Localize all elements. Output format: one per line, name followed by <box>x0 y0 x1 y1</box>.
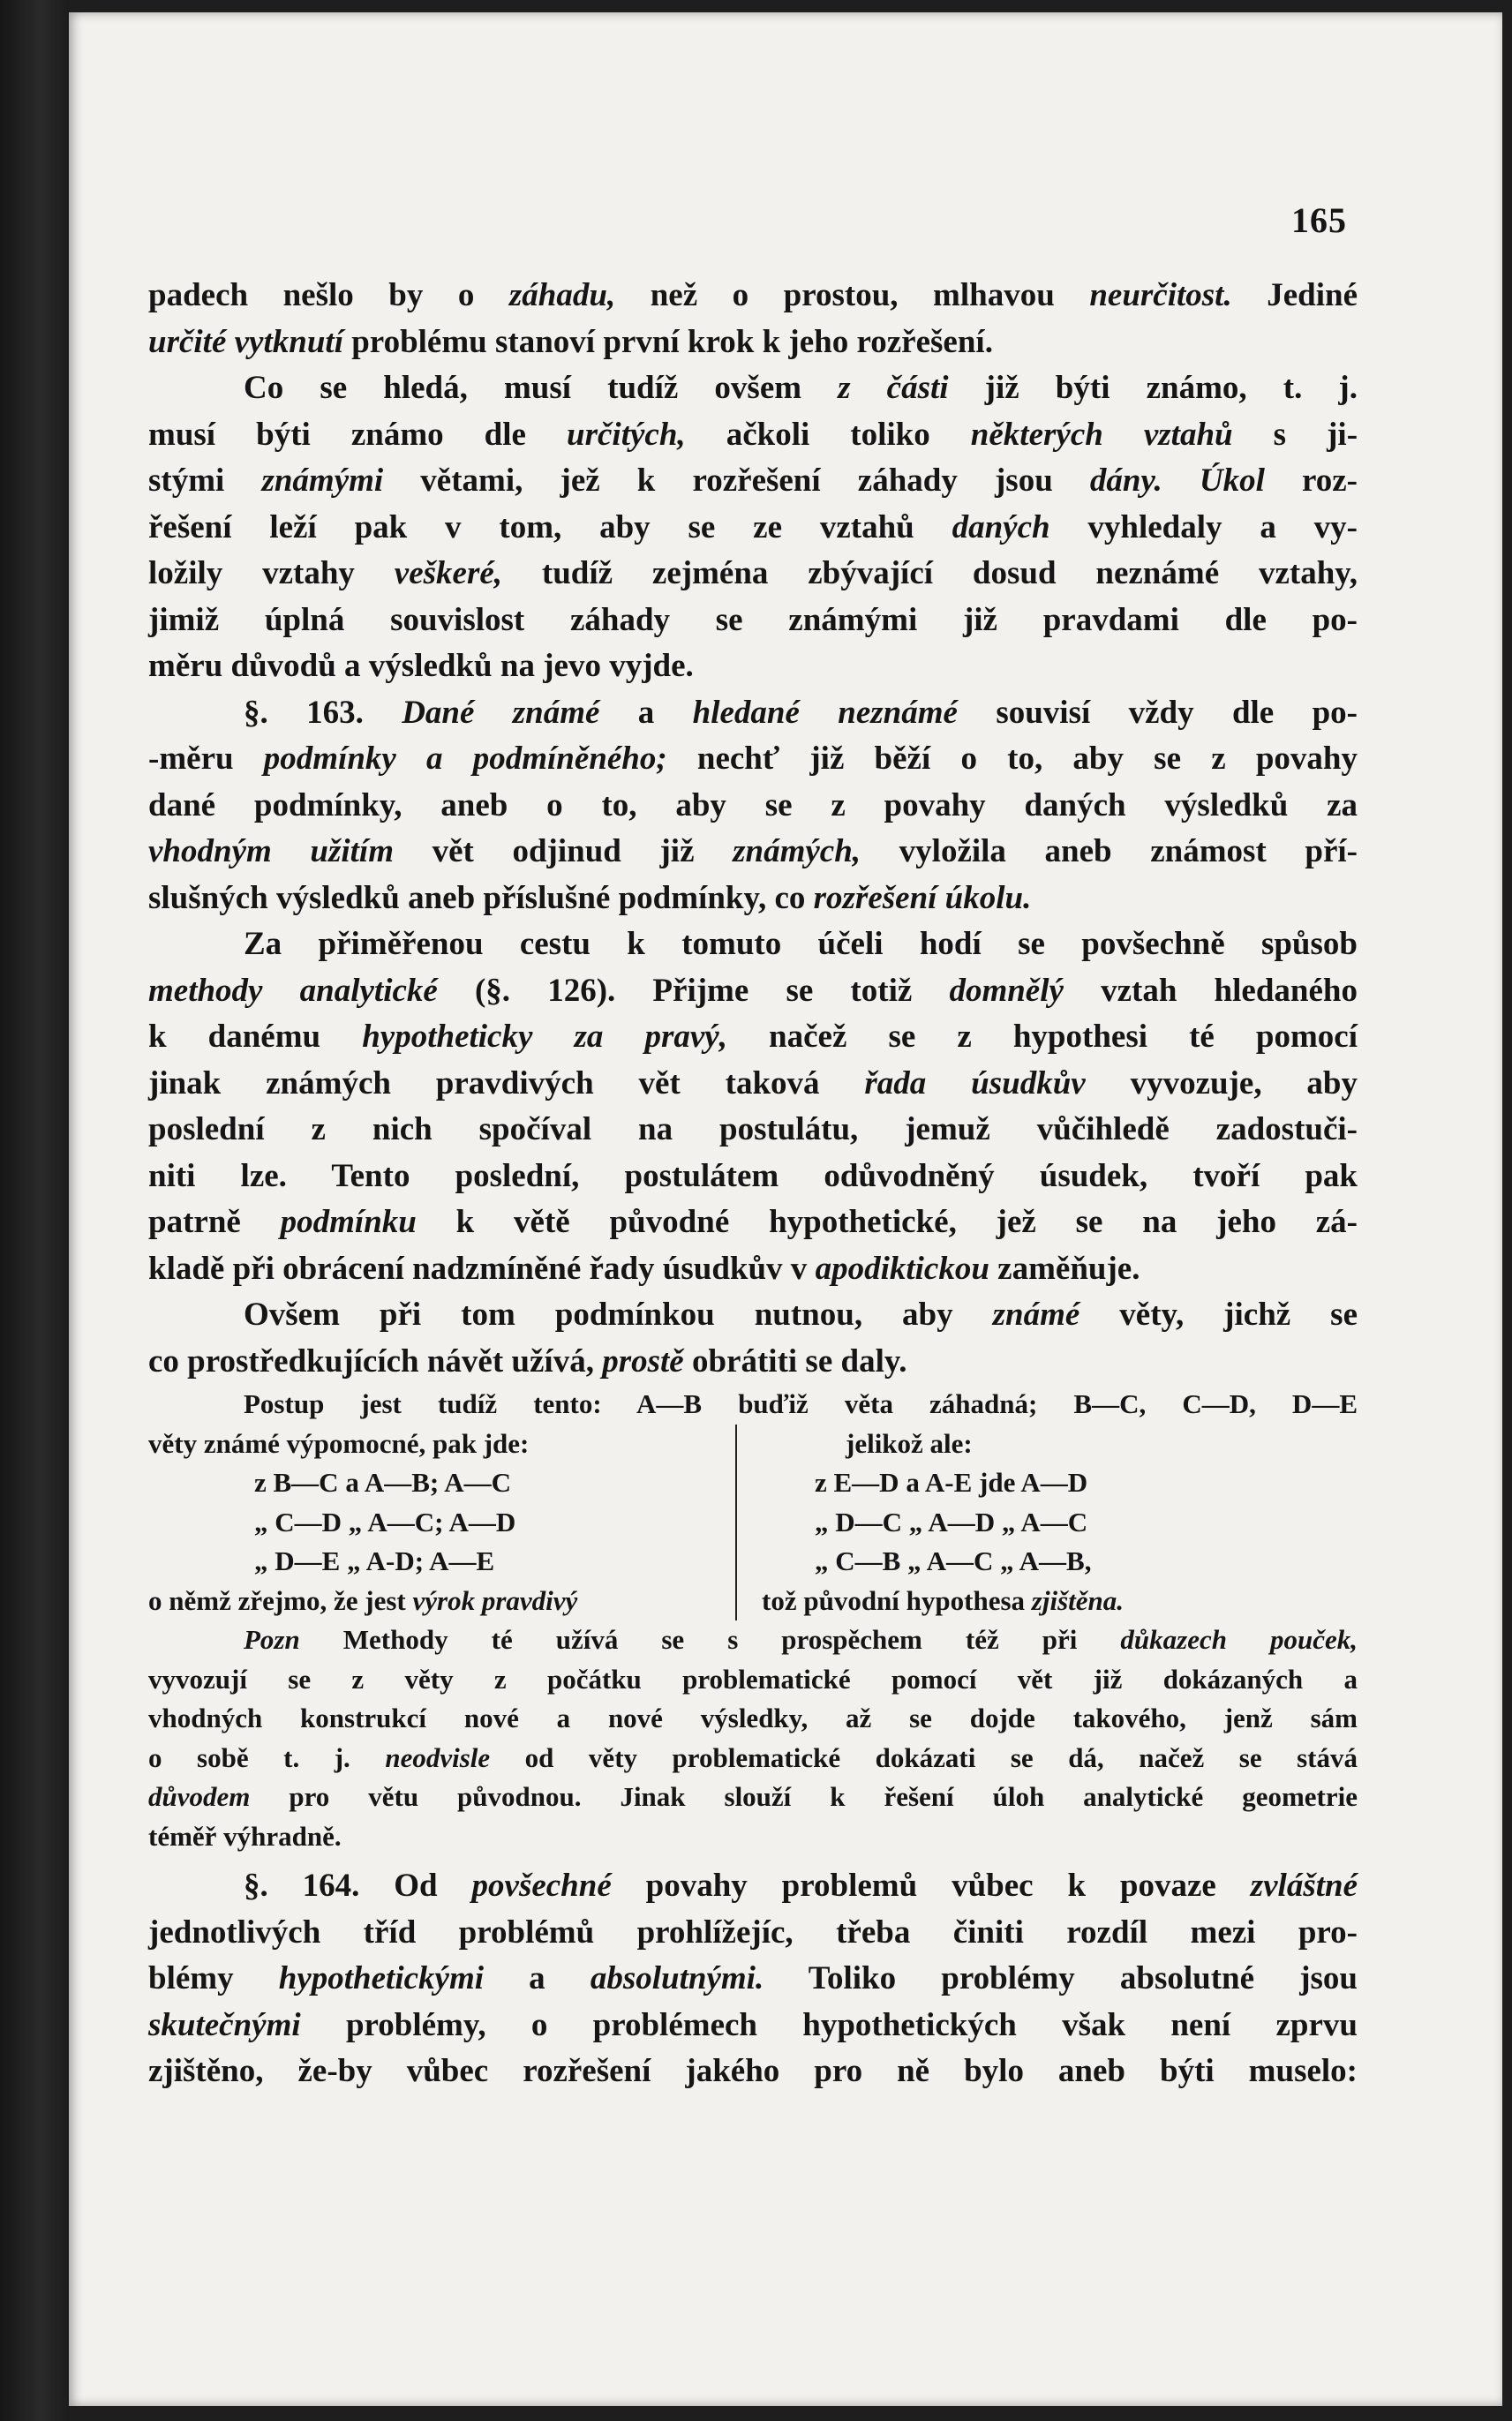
text-line: skutečnými problémy, o problémech hypothetických však není zprvu <box>148 2006 1358 2043</box>
text-line: Za přiměřenou cestu k tomuto účeli hodí se povšechně spůsob <box>244 926 1358 962</box>
example-right-row: z E—D a A-E jde A—D <box>815 1467 1088 1498</box>
example-intro: Postup jest tudíž tento: A—B buďiž věta záhadná; B—C, C—D, D—E <box>244 1388 1358 1419</box>
text-line: niti lze. Tento poslední, postulátem odůvodněný úsudek, tvoří pak <box>148 1157 1358 1194</box>
example-right-column <box>737 1425 1358 1621</box>
text-line: methody analytické (§. 126). Přijme se totiž domnělý vztah hledaného <box>148 972 1358 1009</box>
text-line: Ovšem při tom podmínkou nutnou, aby známé věty, jichž se <box>244 1297 1358 1333</box>
example-left-header: věty známé výpomocné, pak jde: <box>148 1427 530 1459</box>
book-page <box>69 12 1502 2406</box>
example-right-row: „ C—B „ A—C „ A—B, <box>815 1545 1092 1576</box>
text-line: zjištěno, že-by vůbec rozřešení jakého pro ně bylo aneb býti muselo: <box>148 2053 1358 2089</box>
note-line: téměř výhradně. <box>148 1820 342 1852</box>
text-line: k danému hypotheticky za pravý, načež se z hypothesi té pomocí <box>148 1019 1358 1055</box>
text-line: ložily vztahy veškeré, tudíž zejména zbývající dosud neznámé vztahy, <box>148 555 1358 591</box>
example-left-row: z B—C a A—B; A—C <box>254 1467 512 1498</box>
example-right-conclusion: tož původní hypothesa zjištěna. <box>762 1584 1124 1616</box>
text-line: poslední z nich spočíval na postulátu, jemuž vůčihledě zadostuči- <box>148 1111 1358 1147</box>
example-left-column <box>148 1425 737 1621</box>
text-line: §. 163. Dané známé a hledané neznámé souvisí vždy dle po- <box>244 694 1358 731</box>
example-left-row: „ C—D „ A—C; A—D <box>254 1506 516 1538</box>
page-body <box>148 273 1358 2095</box>
text-line: řešení leží pak v tom, aby se ze vztahů daných vyhledaly a vy- <box>148 508 1358 545</box>
text-line: slušných výsledků aneb příslušné podmínky, co rozřešení úkolu. <box>148 879 1032 916</box>
text-line: kladě při obrácení nadzmíněné řady úsudkův v apodiktickou zaměňuje. <box>148 1250 1140 1287</box>
example-left-row: „ D—E „ A-D; A—E <box>254 1545 495 1576</box>
example-right-row: „ D—C „ A—D „ A—C <box>815 1506 1088 1538</box>
text-line: -měru podmínky a podmíněného; nechť již běží o to, aby se z povahy <box>148 741 1358 777</box>
note-line: důvodem pro větu původnou. Jinak slouží k řešení úloh analytické geometrie <box>148 1781 1358 1812</box>
text-line: stými známými větami, jež k rozřešení záhady jsou dány. Úkol roz- <box>148 462 1358 499</box>
text-line: vhodným užitím vět odjinud již známých, vyložila aneb známost pří- <box>148 833 1358 869</box>
example-left-conclusion: o němž zřejmo, že jest výrok pravdivý <box>148 1584 578 1616</box>
text-line: měru důvodů a výsledků na jevo vyjde. <box>148 648 694 684</box>
text-line: jednotlivých tříd problémů prohlížejíc, třeba činiti rozdíl mezi pro- <box>148 1913 1358 1951</box>
text-line: §. 164. Od povšechné povahy problemů vůbec k povaze zvláštné <box>244 1868 1358 1904</box>
note-line: vhodných konstrukcí nové a nové výsledky, až se dojde takového, jenž sám <box>148 1703 1358 1733</box>
text-line: blémy hypothetickými a absolutnými. Toliko problémy absolutné jsou <box>148 1960 1358 1996</box>
scan-left-margin <box>0 0 69 2421</box>
page-number: 165 <box>1291 200 1347 240</box>
text-line: dané podmínky, aneb o to, aby se z povahy daných výsledků za <box>148 786 1358 823</box>
text-line: jinak známých pravdivých vět taková řada úsudkův vyvozuje, aby <box>148 1064 1358 1101</box>
note-line: vyvozují se z věty z počátku problematické pomocí vět již dokázaných a <box>148 1663 1358 1695</box>
example-right-header: jelikož ale: <box>846 1427 973 1459</box>
text-line: Co se hledá, musí tudíž ovšem z části již býti známo, t. j. <box>244 370 1358 406</box>
example-columns <box>148 1425 1358 1621</box>
text-line: patrně podmínku k větě původné hypothetické, jež se na jeho zá- <box>148 1204 1358 1240</box>
text-line: musí býti známo dle určitých, ačkoli toliko některých vztahů s ji- <box>148 416 1358 453</box>
note-line: o sobě t. j. neodvisle od věty problematické dokázati se dá, načež se stává <box>148 1741 1358 1773</box>
text-line: padech nešlo by o záhadu, než o prostou, mlhavou neurčitost. Jediné <box>148 277 1358 313</box>
text-line: jimiž úplná souvislost záhady se známými již pravdami dle po- <box>148 601 1358 638</box>
text-line: co prostředkujících návět užívá, prostě obrátiti se daly. <box>148 1342 907 1380</box>
text-line: určité vytknutí problému stanoví první krok k jeho rozřešení. <box>148 323 993 360</box>
note-line: Pozn Methody té užívá se s prospěchem též při důkazech pouček, <box>244 1624 1358 1655</box>
